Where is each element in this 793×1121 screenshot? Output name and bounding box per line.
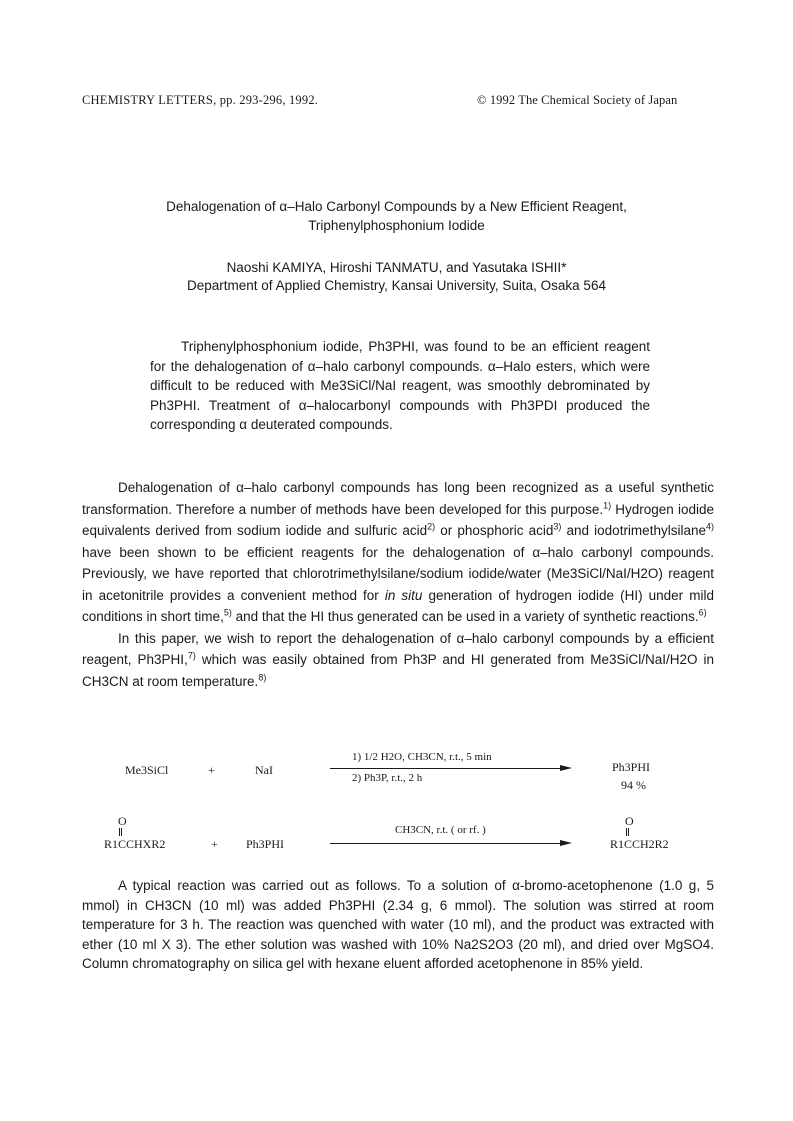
scheme1-condition-1: 1) 1/2 H2O, CH3CN, r.t., 5 min <box>352 751 492 763</box>
text-run: In this paper, we wish to report the dehalogenation of α–halo carbonyl compounds by a efficient reagent, Ph3PHI, <box>82 630 714 667</box>
body-text <box>82 477 714 692</box>
journal-citation: CHEMISTRY LETTERS, pp. 293-296, 1992. <box>82 93 319 107</box>
reference-7: 7) <box>187 650 196 661</box>
scheme2-double-bond <box>119 828 122 836</box>
text-run: Dehalogenation of α–halo carbonyl compounds has long been recognized as a useful synthetic transformation. Therefore a number of methods have been developed for this purpose. <box>82 480 714 517</box>
scheme2-carbonyl-oxygen: O <box>118 814 127 828</box>
scheme1-reactant-2: NaI <box>255 763 273 777</box>
scheme2-plus: + <box>211 837 218 851</box>
scheme1-product: Ph3PHI <box>612 760 651 774</box>
text-run: and iodotrimethylsilane <box>561 523 706 538</box>
scheme1-yield: 94 % <box>621 778 646 792</box>
scheme1-arrow-line <box>330 768 560 769</box>
reference-4: 4) <box>705 521 714 532</box>
paragraph-3: A typical reaction was carried out as follows. To a solution of α-bromo-acetophenone (1.0 g, 5 mmol) in CH3CN (10 ml) was added Ph3PHI (2.34 g, 6 mmol). The solution was stirred at room temperature for 3 h. The reaction was quenched with water (10 ml), and the product was extracted with ether (10 ml X 3). The ether solution was washed with 10% Na2S2O3 (20 ml), and dried over MgSO4. Column chromatography on silica gel with hexane eluent afforded acetophenone in 85% yield. <box>82 878 714 972</box>
scheme2-product: R1CCH2R2 <box>610 837 669 851</box>
reference-2: 2) <box>427 521 436 532</box>
reference-6: 6) <box>698 607 707 618</box>
reference-5: 5) <box>223 607 232 618</box>
scheme1-arrow-head-icon <box>560 765 572 771</box>
italic-term: in situ <box>384 587 423 603</box>
copyright-notice: © 1992 The Chemical Society of Japan <box>477 93 678 107</box>
scheme2-reactant-1: R1CCHXR2 <box>104 837 166 851</box>
abstract <box>150 337 650 435</box>
text-run: or phosphoric acid <box>435 523 554 538</box>
reference-1: 1) <box>603 500 612 510</box>
text-run: have been shown to be efficient reagents for the dehalogenation of α–halo carbonyl compounds. Previously, we have reported that chlorotrimethylsilane/sodium iodide/water (Me3SiCl/NaI/H2O) reagent in acetonitrile provides a convenient method for <box>82 544 714 603</box>
scheme2-product-oxygen: O <box>625 814 634 828</box>
scheme1-condition-2: 2) Ph3P, r.t., 2 h <box>352 772 423 784</box>
scheme1-plus: + <box>208 763 215 777</box>
scheme2-reactant-2: Ph3PHI <box>246 837 285 851</box>
text-run: and that the HI thus generated can be used in a variety of synthetic reactions. <box>231 609 699 624</box>
paragraph-1 <box>82 477 714 628</box>
text-run: which was easily obtained from Ph3P and HI generated from Me3SiCl/NaI/H2O in CH3CN at room temperature. <box>82 652 714 689</box>
reference-3: 3) <box>553 521 562 532</box>
paper-title-line-1: Dehalogenation of α–Halo Carbonyl Compounds by a New Efficient Reagent, <box>166 199 627 214</box>
scheme1-reactant-1: Me3SiCl <box>125 763 169 777</box>
author-list: Naoshi KAMIYA, Hiroshi TANMATU, and Yasutaka ISHII* <box>226 260 567 275</box>
scheme2-arrow-line <box>330 843 560 844</box>
scheme2-condition: CH3CN, r.t. ( or rf. ) <box>395 824 486 836</box>
abstract-text: Triphenylphosphonium iodide, Ph3PHI, was found to be an efficient reagent for the dehalogenation of α–halo carbonyl compounds. α–Halo esters, which were difficult to be reduced with Me3SiCl/NaI reagent, was smoothly debrominated by Ph3PHI. Treatment of α–halocarbonyl compounds with Ph3PDI produced the corresponding α deuterated compounds. <box>150 339 650 433</box>
paper-title-line-2: Triphenylphosphonium Iodide <box>308 218 485 233</box>
scheme2-product-double-bond <box>626 828 629 836</box>
text-run: generation of hydrogen iodide (HI) under mild conditions in short time, <box>82 587 714 624</box>
scheme2-arrow-head-icon <box>560 840 572 846</box>
reference-8: 8) <box>258 672 267 682</box>
affiliation: Department of Applied Chemistry, Kansai University, Suita, Osaka 564 <box>187 278 606 293</box>
experimental-text <box>82 876 714 974</box>
paragraph-2 <box>82 628 714 693</box>
text-run: Hydrogen iodide equivalents derived from sodium iodide and sulfuric acid <box>82 501 714 538</box>
